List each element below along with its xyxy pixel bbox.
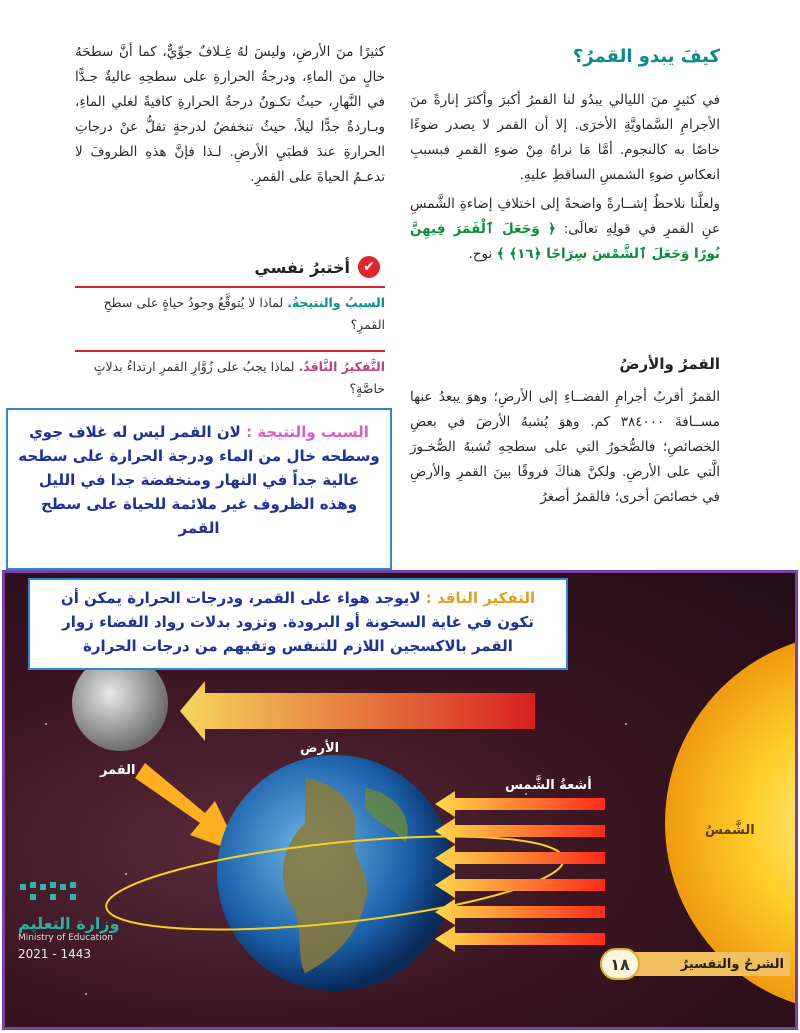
divider bbox=[75, 286, 385, 288]
sun-rays bbox=[435, 791, 605, 952]
paragraph-moon-light: في كثيرٍ منَ الليالي يبدُو لنا القمرُ أكبرَ وأكثرَ إنارةً منَ الأجرامِ السَّماويَّةِ الأخرَى. إلا أن القمر لا يصدر ضوءًا خاصًا به كالنجوم. أمَّا مَا نراهُ مِنْ ضوءِ القمرِ فبسببِ انعكاسِ ضوءِ الشمسِ الساقطِ عليهِ. bbox=[410, 92, 720, 183]
right-column-text bbox=[410, 88, 720, 271]
question-text: لماذا لا يُتوقَّعُ وجودُ حياةٍ على سطحِ القمرِ؟ bbox=[103, 295, 385, 332]
sun-rays-label: أشعةُ الشَّمس bbox=[505, 778, 592, 793]
page-number: ١٨ bbox=[600, 948, 640, 980]
earth-label: الأرض bbox=[300, 741, 340, 756]
paragraph-moon-earth: القمرُ أقربُ أجرامِ الفضــاءِ إلى الأرضِ؛ وهوَ يبعدُ عنها مســافةَ ٣٨٤٠٠٠ كم. وهوَ يُشبهُ الأرضَ في بعضِ الخصائصِ؛ فالصُّخورُ التي على سطحِهِ تُشبهُ الصُّخـورَ الَّتي على الأرضِ. ولكنَّ هناكَ فروقًا بينَ القمرِ والأرضِ في خصائصَ أخرى؛ فالقمرُ أصغرُ bbox=[410, 389, 721, 505]
ministry-name-arabic: وزارة التعليم bbox=[18, 914, 120, 933]
footer-section-title: الشرحُ والتفسيرُ bbox=[680, 956, 784, 972]
question-text: لماذا يجبُ على زُوَّارِ القمرِ ارتداءُ بدلاتٍ خاصَّةٍ؟ bbox=[93, 359, 385, 396]
section-title-moon-earth: القمرُ والأرضُ bbox=[619, 355, 720, 373]
ministry-emblem-icon bbox=[18, 880, 88, 910]
quran-verse: ﴿ وَجَعَلَ ٱلْقَمَرَ فِيهِنَّ نُورًا وَجَعَلَ ٱلشَّمْسَ سِرَاجًا ﴿١٦﴾ ﴾ bbox=[410, 221, 720, 262]
answer-text: لان القمر ليس له غلاف جوي وسطحه خال من الماء ودرجة الحرارة على سطحه عالية جداً في النهار ومنخفضة جدا في الليل وهذه الظروف غير ملائمة للحياة على سطح القمر bbox=[18, 423, 380, 537]
answer-label: السبب والنتيجة : bbox=[246, 423, 369, 441]
moon-label: القمر bbox=[100, 763, 136, 778]
answer-box-cause-effect bbox=[6, 408, 392, 570]
ministry-year: 2021 - 1443 bbox=[18, 947, 92, 961]
sun-label: الشَّمسُ bbox=[705, 823, 755, 838]
question-critical-thinking bbox=[75, 356, 385, 400]
question-cause-effect bbox=[75, 292, 385, 336]
self-test-heading bbox=[254, 256, 380, 278]
section-title-how-moon-looks: كيفَ يبدو القمرُ؟ bbox=[572, 46, 720, 67]
self-test-title: أختبرُ نفسي bbox=[254, 257, 350, 277]
surah-name: نوح. bbox=[468, 246, 493, 262]
divider bbox=[75, 350, 385, 352]
quran-intro-text: ولعلَّنا نلاحظُ إشــارةً واضحةً إلى اختلافِ إضاءةِ الشَّمسِ عنِ القمرِ في قولِهِ تعالَى: bbox=[410, 196, 720, 237]
paragraph-quran-intro bbox=[410, 192, 720, 267]
paragraph-moon-conditions: كثيرًا منَ الأرضِ، وليسَ لهُ غِـلافٌ جوِّيٌّ، كما أنَّ سطحَهُ خالٍ منَ الماءِ، ودرجةُ الحرارةِ على سطحِهِ عاليةٌ جـدًّا في النَّهارِ، حيثُ تكـونُ درجةُ الحرارةِ كافيةً لغلي الماءِ، وبـاردةٌ جدًّا ليلاً، حيثُ تنخفضُ لدرجةٍ تقلُّ عنْ درجاتِ الحرارةِ عندَ قطبَيِ الأرضِ. لـذا فإنَّ هذهِ الظروفَ لا تدعـمُ الحياةَ على القمرِ. bbox=[75, 44, 385, 185]
ministry-logo bbox=[18, 880, 128, 961]
answer-text: لايوجد هواء على القمر، ودرجات الحرارة يمكن أن تكون في غاية السخونة أو البرودة. وتزود بدلات رواد الفضاء زوار القمر بالاكسجين اللازم للتنفس وتقيهم من درجات الحرارة bbox=[60, 589, 534, 655]
ministry-name-english: Ministry of Education bbox=[18, 933, 113, 943]
sunlight-arrow-to-moon bbox=[180, 681, 535, 741]
checkmark-icon: ✔ bbox=[358, 256, 380, 278]
question-label: السببُ والنتيجةُ. bbox=[287, 295, 385, 310]
answer-label: التفكير الناقد : bbox=[425, 589, 536, 607]
answer-box-critical-thinking bbox=[28, 578, 568, 670]
question-label: التَّفكيرُ النَّاقدُ. bbox=[298, 359, 385, 374]
